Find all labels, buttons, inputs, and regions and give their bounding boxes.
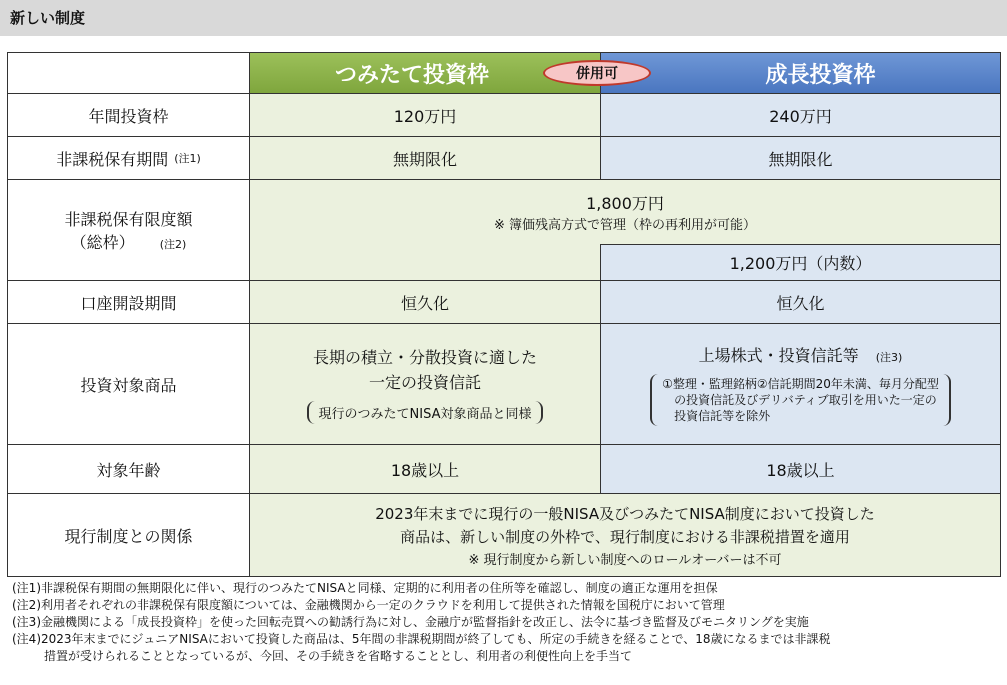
footnote-3: (注3)金融機関による「成長投資枠」を使った回転売買への勧誘行為に対し、金融庁が監督指針を改正し、法令に基づき監督及びモニタリングを実施: [12, 615, 809, 629]
row-label-limit: [7, 179, 250, 281]
annual-growth: 240万円: [600, 93, 1001, 137]
products-tsumitate-line1: 長期の積立・分散投資に適した: [312, 347, 537, 367]
products-growth: [600, 323, 1001, 445]
page-title: 新しい制度: [0, 0, 1007, 36]
combined-badge: 併用可: [543, 60, 651, 86]
opening-tsumitate: 恒久化: [249, 280, 601, 324]
products-tsumitate: [249, 323, 601, 445]
products-tsumitate-note: 現行のつみたてNISA対象商品と同様: [307, 401, 544, 424]
products-growth-title: 上場株式・投資信託等: [698, 345, 859, 365]
relation-line2: 商品は、新しい制度の外枠で、現行制度における非課税措置を適用: [400, 527, 850, 546]
period-label: 非課税保有期間: [56, 149, 169, 169]
limit-combined-note: ※ 簿価残高方式で管理（枠の再利用が可能）: [493, 218, 757, 233]
relation-line3: ※ 現行制度から新しい制度へのロールオーバーは不可: [468, 552, 782, 568]
relation-line1: 2023年末までに現行の一般NISA及びつみたてNISA制度において投資した: [375, 504, 875, 523]
limit-note: (注2): [159, 238, 187, 251]
age-tsumitate: 18歳以上: [249, 444, 601, 494]
products-growth-excl2: の投資信託及びデリバティブ取引を用いた一定の: [674, 392, 937, 407]
footnote-2: (注2)利用者それぞれの非課税保有限度額については、金融機関から一定のクラウドを利用して提供された情報を国税庁において管理: [12, 598, 725, 612]
relation-value: [249, 493, 1001, 577]
period-tsumitate: 無期限化: [249, 136, 601, 180]
period-growth: 無期限化: [600, 136, 1001, 180]
row-label-period: [7, 136, 250, 180]
limit-tsumitate-empty: [249, 244, 601, 281]
tsumitate-header-label: つみたて投資枠: [335, 62, 490, 88]
limit-label-sub: （総枠）: [70, 233, 135, 252]
footnote-1: (注1)非課税保有期間の無期限化に伴い、現行のつみたてNISAと同様、定期的に利用者の住所等を確認し、制度の適正な運用を担保: [12, 581, 718, 595]
footnotes: [12, 580, 997, 665]
limit-combined: [249, 179, 1001, 245]
limit-label: 非課税保有限度額: [64, 210, 193, 229]
row-label-annual: 年間投資枠: [7, 93, 250, 137]
annual-tsumitate: 120万円: [249, 93, 601, 137]
row-label-age: 対象年齢: [7, 444, 250, 494]
row-label-relation: 現行制度との関係: [7, 493, 250, 577]
row-label-opening: 口座開設期間: [7, 280, 250, 324]
table-corner: [7, 52, 250, 94]
limit-growth: 1,200万円（内数）: [600, 244, 1001, 281]
limit-label-sub-row: [71, 230, 187, 253]
products-growth-exclusions: [650, 374, 951, 426]
footnote-4-cont: 措置が受けられることとなっているが、今回、その手続きを省略することとし、利用者の利便性向上を手当て: [44, 649, 633, 663]
age-growth: 18歳以上: [600, 444, 1001, 494]
products-growth-excl3: 投資信託等を除外: [674, 408, 771, 423]
opening-growth: 恒久化: [600, 280, 1001, 324]
limit-combined-value: 1,800万円: [586, 194, 664, 213]
products-growth-note: (注3): [875, 350, 903, 364]
products-growth-excl1: ①整理・監理銘柄②信託期間20年未満、毎月分配型: [662, 376, 939, 391]
row-label-products: 投資対象商品: [7, 323, 250, 445]
footnote-4: (注4)2023年末までにジュニアNISAにおいて投資した商品は、5年間の非課税期間が終了しても、所定の手続きを経ることで、18歳になるまでは非課税: [12, 632, 831, 646]
products-tsumitate-line2: 一定の投資信託: [368, 372, 481, 392]
growth-header: [600, 52, 1001, 94]
period-note: (注1): [174, 152, 201, 165]
growth-header-label: 成長投資枠: [765, 62, 876, 88]
products-growth-title-row: [699, 343, 903, 366]
